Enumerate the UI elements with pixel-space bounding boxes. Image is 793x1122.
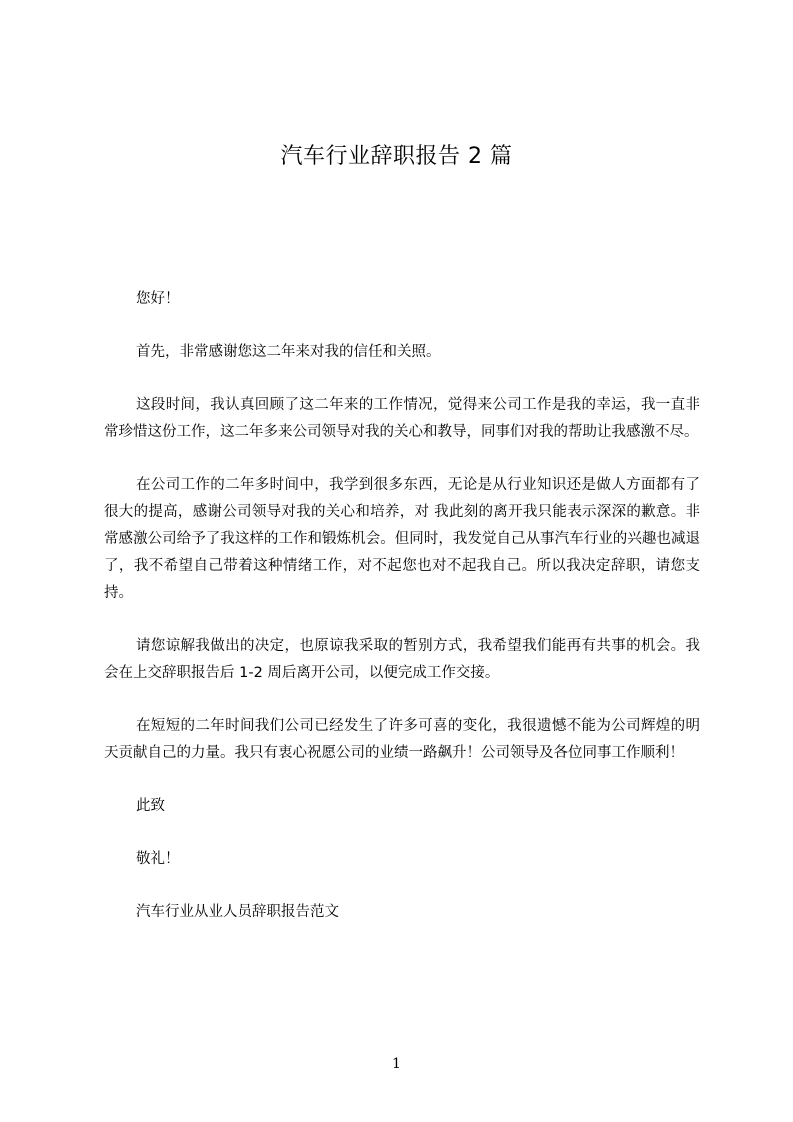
thanks-paragraph: 首先，非常感谢您这二年来对我的信任和关照。 (136, 344, 441, 360)
reason-paragraph: 在公司工作的二年多时间中，我学到很多东西，无论是从行业知识还是做人方面都有了很大的提高，感谢公司领导对我的关心和培养，对 我此刻的离开我只能表示深深的歉意。非常感激公司给予了我这样的工作和锻炼机会。但同时，我发觉自己从事汽车行业的兴趣也减退了，我不希望自己带着这种情绪工作，对不起您也对不起我自己。所以我决定辞职，请您支持。 (104, 477, 700, 601)
handover-paragraph: 请您谅解我做出的决定，也原谅我采取的暂别方式，我希望我们能再有共事的机会。我会在上交辞职报告后 1-2 周后离开公司，以便完成工作交接。 (104, 638, 700, 681)
section-subheading: 汽车行业从业人员辞职报告范文 (136, 904, 339, 920)
closing-regards: 敬礼！ (136, 851, 180, 867)
closing-salutation: 此致 (136, 798, 165, 814)
document-title: 汽车行业辞职报告 2 篇 (280, 144, 513, 169)
reflection-paragraph: 这段时间，我认真回顾了这二年来的工作情况，觉得来公司工作是我的幸运，我一直非常珍惜这份工作，这二年多来公司领导对我的关心和教导，同事们对我的帮助让我感激不尽。 (104, 397, 700, 440)
greeting-paragraph: 您好！ (136, 291, 180, 307)
wishes-paragraph: 在短短的二年时间我们公司已经发生了许多可喜的变化，我很遗憾不能为公司辉煌的明天贡献自己的力量。我只有衷心祝愿公司的业绩一路飙升！公司领导及各位同事工作顺利！ (104, 718, 700, 761)
document-body (104, 286, 700, 926)
page-number: 1 (392, 1056, 401, 1072)
